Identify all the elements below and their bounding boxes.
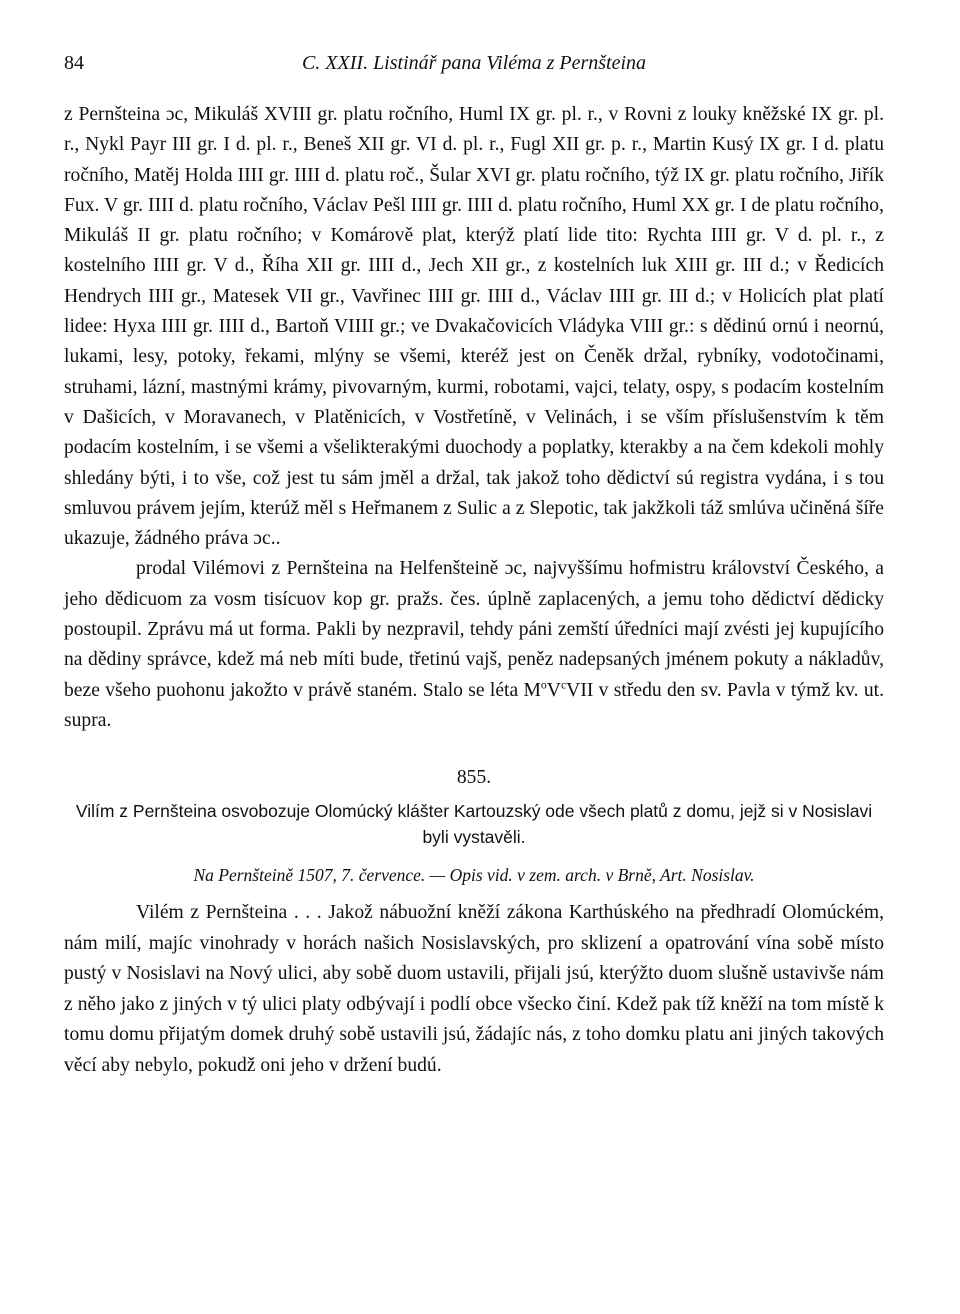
page-number: 84: [64, 52, 84, 74]
paragraph-2: [64, 554, 884, 736]
paragraph-2-part-2: V: [546, 679, 561, 701]
running-title: C. XXII. Listinář pana Viléma z Pernšteina: [301, 52, 647, 74]
book-page: [64, 48, 884, 1081]
superscript-o: o: [540, 678, 547, 692]
document-text: [64, 898, 884, 1081]
paragraph-1: z Pernšteina ɔc, Mikuláš XVIII gr. platu ročního, Huml IX gr. pl. r., v Rovni z louky kněžské IX gr. pl. r., Nykl Payr III gr. I d. pl. r., Beneš XII gr. VI d. pl. r., Fugl XII gr. p. r., Martin Kusý IX gr. I d. platu ročního, Matěj Holda IIII gr. IIII d. platu roč., Šular XVI gr. platu ročního, týž IX gr. platu ročního, Jiřík Fux. V gr. IIII d. platu ročního, Václav Pešl IIII gr. IIII d. platu ročního, Huml XX gr. I de platu ročního, Mikuláš II gr. platu ročního; v Komárově plat, kterýž platí lide tito: Rychta IIII gr. V d. pl. r., z kostelního IIII gr. V d., Říha XII gr. IIII d., Jech XII gr., z kostelních luk XIII gr. III d.; v Ředicích Hendrych IIII gr., Matesek VII gr., Vavřinec IIII gr. IIII d., Václav IIII gr. III d.; v Holicích plat platí lidee: Hyxa IIII gr. IIII d., Bartoň VIIII gr.; ve Dvakačovicích Vládyka VIII gr.: s dědinú ornú i neornú, lukami, lesy, potoky, řekami, mlýny se všemi, kteréž jest on Čeněk držal, rybníky, vodotočinami, struhami, lázní, mastnými krámy, pivovarným, kurmi, robotami, vajci, telaty, ospy, s podacím kostelním v Dašicích, v Moravanech, v Platěnicích, v Vostřetíně, v Velinách, i se vším příslušenstvím k těm podacím kostelním, i se všemi a všelikterakými duochody a poplatky, kterakby a na čem kdekoli mohly shledány býti, i to vše, což jest tu sám jměl a držal, tak jakož toho dědictví sú registra vydána, i s tou smluvou právem jejím, kterúž měl s Heřmanem z Sulic a z Slepotic, tak jakžkoli táž smlúva učiněná šíře ukazuje, žádného práva ɔc..: [64, 104, 884, 550]
paragraph-2-part-3: VII v středu den sv. Pavla v týmž kv. ut. supra.: [64, 679, 885, 731]
continued-text: [64, 100, 884, 736]
document-summary: Vilím z Pernšteina osvobozuje Olomúcký klášter Kartouzský ode všech platů z domu, jejž si v Nosislavi byli vystavěli.: [75, 801, 873, 848]
document-source: Na Pernšteině 1507, 7. července. — Opis vid. v zem. arch. v Brně, Art. Nosislav.: [193, 865, 755, 886]
paragraph-2-part-1: prodal Vilémovi z Pernšteina na Helfenšteině ɔc, najvyššímu hofmistru království Českého, a jeho dědicuom za vosm tisícuov kop gr. pražs. čes. úplně zaplacených, a jemu toho dědictví dědicky postoupil. Zprávu má ut forma. Pakli by nezpravil, tehdy páni zemští úředníci mají zvésti jej kupujícího na dědiny správce, kdež má neb míti bude, třetinú vajš, peněz nadepsaných jménem pokuty a nákladův, beze všeho puohonu jakožto v právě staném. Stalo se léta M: [64, 558, 884, 701]
document-paragraph: Vilém z Pernšteina . . . Jakož nábuožní kněží zákona Karthúského na předhradí Olomúckém, nám milí, majíc vinohrady v horách našich Nosislavských, pro sklizení a opatrování vína sobě místo pustý v Nosislavi na Nový ulici, aby sobě duom ustavili, přijali jsú, kterýžto duom slušně ustavivše nám z něho jako z jiných v tý ulici platy odbývají i podlí obce všecko činí. Kdež pak tíž kněží na tom místě k tomu domu přijatým domek druhý sobě ustavili jsú, žádajíc nás, z toho domku platu ani jiných takových věcí aby nebylo, pokudž oni jeho v držení budú.: [64, 902, 884, 1076]
document-number: 855.: [456, 767, 492, 789]
page-header: [64, 48, 884, 84]
superscript-c: c: [560, 678, 567, 692]
